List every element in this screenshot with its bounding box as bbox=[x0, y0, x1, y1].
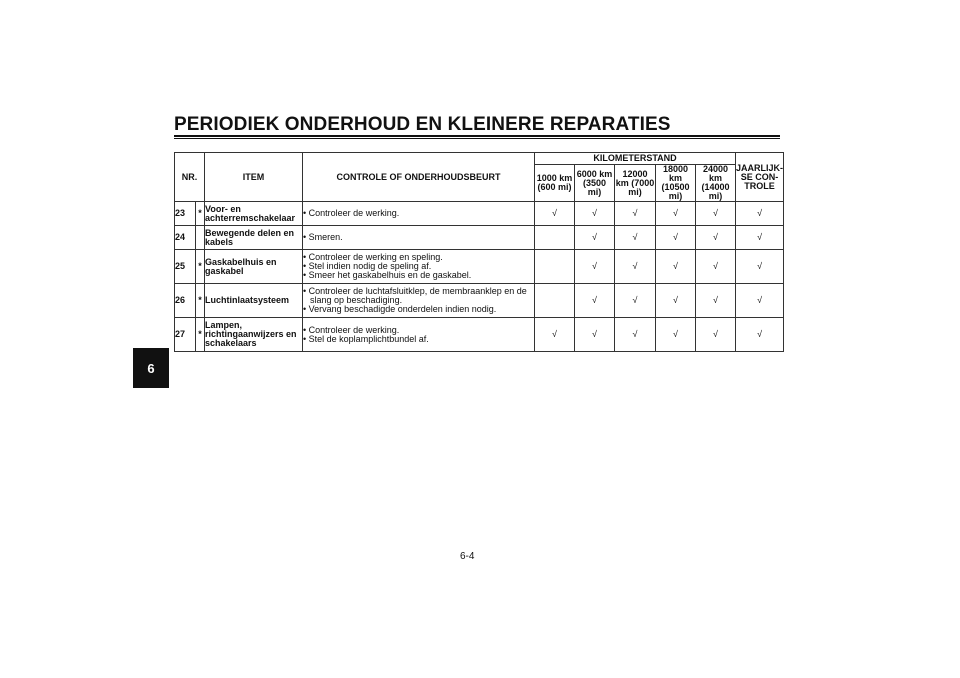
row-checks bbox=[303, 284, 535, 318]
row-number: 24 bbox=[175, 226, 196, 250]
col-header-check: CONTROLE OF ONDERHOUDSBEURT bbox=[303, 153, 535, 202]
check-mark: √ bbox=[615, 250, 656, 284]
title-rule-thin bbox=[174, 138, 780, 139]
check-mark: √ bbox=[575, 284, 615, 318]
row-checks bbox=[303, 202, 535, 226]
check-mark: √ bbox=[615, 284, 656, 318]
check-mark: √ bbox=[736, 318, 784, 352]
check-line: • Smeer het gaskabelhuis en de gaskabel. bbox=[303, 271, 534, 280]
row-number: 26 bbox=[175, 284, 196, 318]
check-mark: √ bbox=[615, 202, 656, 226]
row-checks bbox=[303, 226, 535, 250]
col-header-interval: 24000 km (14000 mi) bbox=[696, 165, 736, 202]
check-line: • Controleer de luchtafsluitklep, de membraanklep en de slang op beschadiging. bbox=[303, 287, 534, 305]
col-header-odometer: KILOMETERSTAND bbox=[535, 153, 736, 165]
check-mark: √ bbox=[656, 318, 696, 352]
check-mark: √ bbox=[575, 250, 615, 284]
col-header-interval: 12000 km (7000 mi) bbox=[615, 165, 656, 202]
row-item: Luchtinlaatsysteem bbox=[205, 284, 303, 318]
check-mark: √ bbox=[736, 226, 784, 250]
check-mark: √ bbox=[615, 318, 656, 352]
check-mark: √ bbox=[575, 318, 615, 352]
col-header-nr: NR. bbox=[175, 153, 205, 202]
row-number: 27 bbox=[175, 318, 196, 352]
col-header-interval: 18000 km (10500 mi) bbox=[656, 165, 696, 202]
check-line: • Controleer de werking en speling. bbox=[303, 253, 534, 262]
check-mark: √ bbox=[575, 202, 615, 226]
check-mark: √ bbox=[535, 202, 575, 226]
check-mark: √ bbox=[656, 250, 696, 284]
check-mark: √ bbox=[656, 284, 696, 318]
page-title: PERIODIEK ONDERHOUD EN KLEINERE REPARATIES bbox=[174, 114, 671, 135]
table-row bbox=[175, 226, 784, 250]
check-mark: √ bbox=[696, 284, 736, 318]
title-rule bbox=[174, 135, 780, 137]
row-star: * bbox=[196, 318, 205, 352]
table-row bbox=[175, 202, 784, 226]
row-item: Gaskabelhuis en gaskabel bbox=[205, 250, 303, 284]
row-star: * bbox=[196, 250, 205, 284]
row-star bbox=[196, 226, 205, 250]
check-mark bbox=[535, 250, 575, 284]
check-mark: √ bbox=[736, 284, 784, 318]
row-checks bbox=[303, 250, 535, 284]
row-item: Bewegende delen en kabels bbox=[205, 226, 303, 250]
row-item: Lampen, richtingaanwijzers en schakelaars bbox=[205, 318, 303, 352]
check-line: • Controleer de werking. bbox=[303, 209, 534, 218]
check-mark: √ bbox=[696, 202, 736, 226]
check-mark bbox=[535, 284, 575, 318]
check-mark: √ bbox=[656, 202, 696, 226]
row-item: Voor- en achterremschakelaar bbox=[205, 202, 303, 226]
table-row bbox=[175, 284, 784, 318]
check-mark: √ bbox=[615, 226, 656, 250]
check-mark: √ bbox=[656, 226, 696, 250]
row-star: * bbox=[196, 202, 205, 226]
check-mark: √ bbox=[696, 250, 736, 284]
check-line: • Smeren. bbox=[303, 233, 534, 242]
check-mark: √ bbox=[696, 318, 736, 352]
check-mark: √ bbox=[535, 318, 575, 352]
row-number: 23 bbox=[175, 202, 196, 226]
check-line: • Stel indien nodig de speling af. bbox=[303, 262, 534, 271]
check-line: • Stel de koplamplichtbundel af. bbox=[303, 335, 534, 344]
check-line: • Controleer de werking. bbox=[303, 326, 534, 335]
col-header-interval: 6000 km (3500 mi) bbox=[575, 165, 615, 202]
row-number: 25 bbox=[175, 250, 196, 284]
table-row bbox=[175, 250, 784, 284]
col-header-annual: JAARLIJK-SE CON-TROLE bbox=[736, 153, 784, 202]
check-mark: √ bbox=[575, 226, 615, 250]
check-mark: √ bbox=[736, 250, 784, 284]
maintenance-table bbox=[174, 152, 784, 352]
chapter-tab: 6 bbox=[133, 348, 169, 388]
check-mark: √ bbox=[736, 202, 784, 226]
check-line: • Vervang beschadigde onderdelen indien nodig. bbox=[303, 305, 534, 314]
col-header-interval: 1000 km (600 mi) bbox=[535, 165, 575, 202]
check-mark bbox=[535, 226, 575, 250]
row-star: * bbox=[196, 284, 205, 318]
check-mark: √ bbox=[696, 226, 736, 250]
table-row bbox=[175, 318, 784, 352]
row-checks bbox=[303, 318, 535, 352]
page-number: 6-4 bbox=[460, 551, 475, 562]
col-header-item: ITEM bbox=[205, 153, 303, 202]
